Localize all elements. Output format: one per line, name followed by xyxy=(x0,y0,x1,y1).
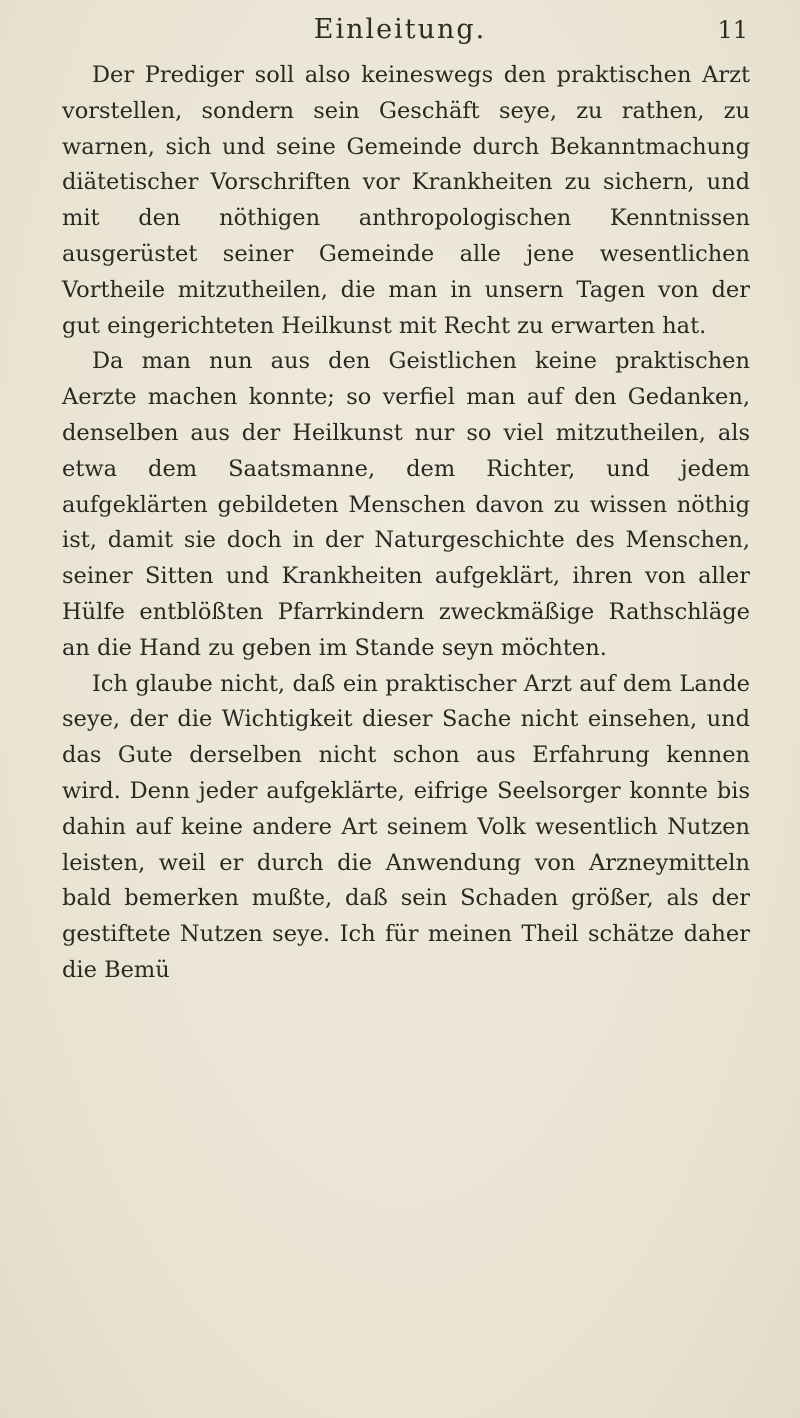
page-header xyxy=(0,14,800,50)
body-text xyxy=(62,58,750,989)
paragraph-1: Der Prediger soll also keineswegs den praktischen Arzt vorstellen, sondern sein Geschäft seye, zu rathen, zu warnen, sich und seine Gemeinde durch Bekanntmachung diätetischer Vorschriften vor Krankheiten zu sichern, und mit den nöthigen anthropologischen Kenntnissen ausgerüstet seiner Gemeinde alle jene wesentlichen Vortheile mitzutheilen, die man in unsern Tagen von der gut eingerichteten Heilkunst mit Recht zu erwarten hat. xyxy=(62,62,750,339)
page-number: 11 xyxy=(717,16,748,44)
running-head: Einleitung. xyxy=(313,14,487,45)
paragraph-3: Ich glaube nicht, daß ein praktischer Arzt auf dem Lande seye, der die Wichtigkeit dieser Sache nicht einsehen, und das Gute derselben nicht schon aus Erfahrung kennen wird. Denn jeder aufgeklärte, eifrige Seelsorger konnte bis dahin auf keine andere Art seinem Volk wesentlich Nutzen leisten, weil er durch die Anwendung von Arzneymitteln bald bemerken mußte, daß sein Schaden größer, als der gestiftete Nutzen seye. Ich für meinen Theil schätze daher die Bemü xyxy=(62,670,750,983)
paragraph-2: Da man nun aus den Geistlichen keine praktischen Aerzte machen konnte; so verfiel man auf den Gedanken, denselben aus der Heilkunst nur so viel mitzutheilen, als etwa dem Saatsmanne, dem Richter, und jedem aufgeklärten gebildeten Menschen davon zu wissen nöthig ist, damit sie doch in der Naturgeschichte des Menschen, seiner Sitten und Krankheiten aufgeklärt, ihren von aller Hülfe entblößten Pfarrkindern zweckmäßige Rathschläge an die Hand zu geben im Stande seyn möchten. xyxy=(62,348,750,661)
